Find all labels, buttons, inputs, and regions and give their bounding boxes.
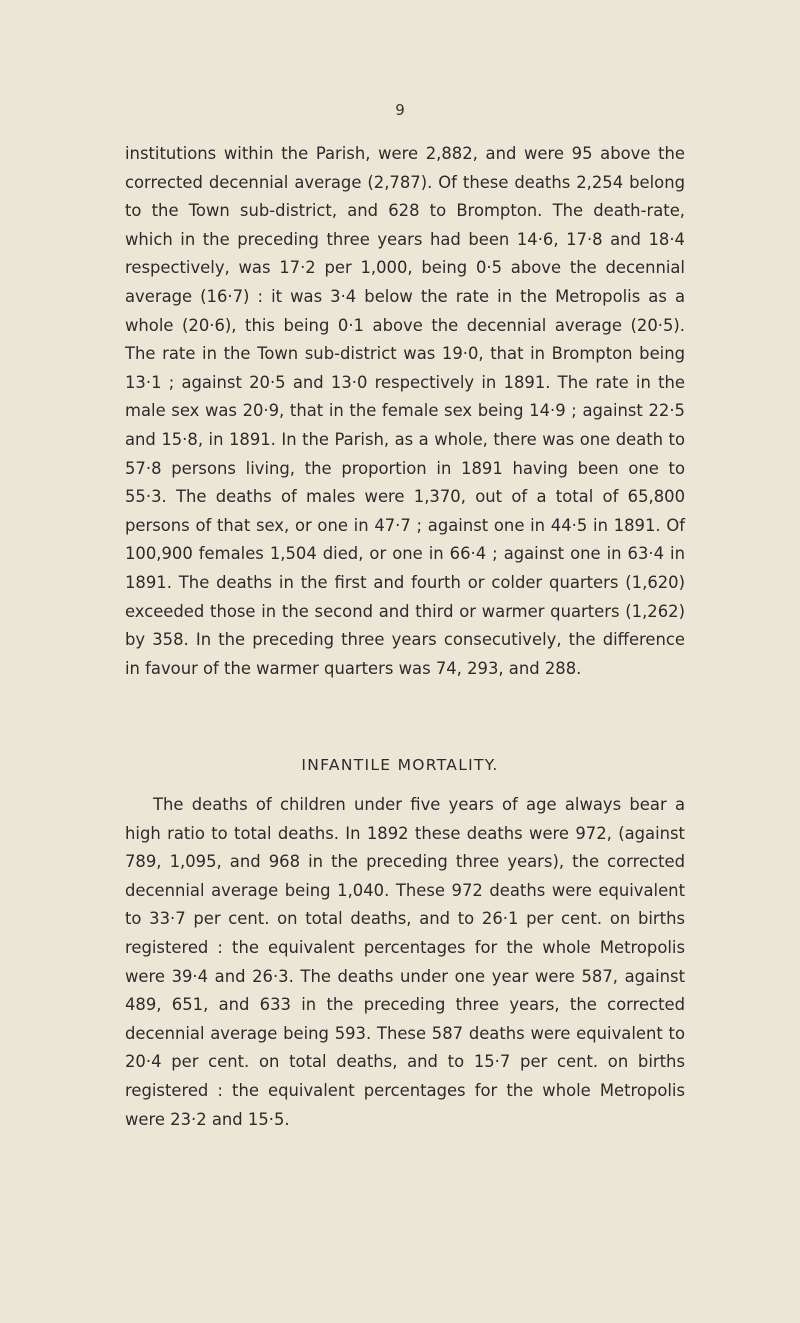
page-number: 9	[395, 101, 405, 119]
paragraph-death-rates: institutions within the Parish, were 2,882, and were 95 above the corrected decennial average (2,787). Of these deaths 2,254 belong to the Town sub-district, and 628 to Brompton. The death-rate, which in the preceding three years had been 14·6, 17·8 and 18·4 respectively, was 17·2 per 1,000, being 0·5 above the decennial average (16·7) : it was 3·4 below the rate in the Metropolis as a whole (20·6), this being 0·1 above the decennial average (20·5). The rate in the Town sub-district was 19·0, that in Brompton being 13·1 ; against 20·5 and 13·0 respectively in 1891. The rate in the male sex was 20·9, that in the female sex being 14·9 ; against 22·5 and 15·8, in 1891. In the Parish, as a whole, there was one death to 57·8 persons living, the proportion in 1891 having been one to 55·3. The deaths of males were 1,370, out of a total of 65,800 persons of that sex, or one in 47·7 ; against one in 44·5 in 1891. Of 100,900 females 1,504 died, or one in 66·4 ; against one in 63·4 in 1891. The deaths in the first and fourth or colder quarters (1,620) exceeded those in the second and third or warmer quarters (1,262) by 358. In the preceding three years consecutively, the difference in favour of the warmer quarters was 74, 293, and 288.	[125, 144, 685, 678]
section-heading-infantile-mortality: INFANTILE MORTALITY.	[301, 756, 499, 774]
paragraph-infantile-mortality: The deaths of children under five years of age always bear a high ratio to total deaths. In 1892 these deaths were 972, (against 789, 1,095, and 968 in the preceding three years), the corrected decennial average being 1,040. These 972 deaths were equivalent to 33·7 per cent. on total deaths, and to 26·1 per cent. on births registered : the equivalent percentages for the whole Metropolis were 39·4 and 26·3. The deaths under one year were 587, against 489, 651, and 633 in the preceding three years, the corrected decennial average being 593. These 587 deaths were equivalent to 20·4 per cent. on total deaths, and to 15·7 per cent. on births registered : the equivalent percentages for the whole Metropolis were 23·2 and 15·5.	[125, 795, 685, 1129]
